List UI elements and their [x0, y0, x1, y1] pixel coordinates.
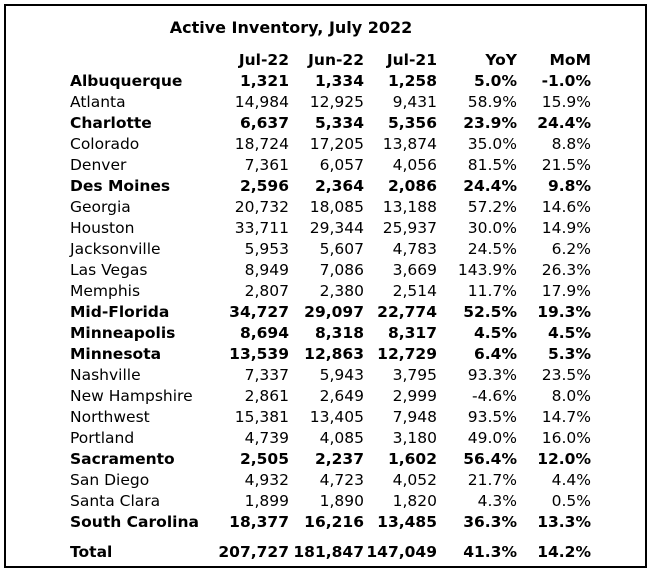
cell-jul21: 2,999 [392, 387, 437, 405]
cell-name: Sacramento [70, 450, 175, 468]
cell-yoy: 11.7% [467, 282, 517, 300]
header-jun22: Jun-22 [308, 51, 364, 69]
cell-jul21: 25,937 [382, 219, 437, 237]
cell-name: Nashville [70, 366, 141, 384]
cell-jul21: 3,180 [392, 429, 437, 447]
table-row [68, 218, 591, 239]
cell-yoy: 30.0% [467, 219, 517, 237]
total-jun22: 181,847 [293, 543, 364, 561]
cell-jul21: 2,514 [392, 282, 437, 300]
cell-mom: 14.6% [541, 198, 591, 216]
cell-yoy: 6.4% [474, 345, 517, 363]
cell-jul21: 13,485 [377, 513, 437, 531]
cell-yoy: 93.5% [467, 408, 517, 426]
cell-yoy: 93.3% [467, 366, 517, 384]
cell-name: Atlanta [70, 93, 126, 111]
cell-jul21: 1,258 [387, 72, 437, 90]
table-row [68, 428, 591, 449]
cell-jul22: 5,953 [244, 240, 289, 258]
table-frame [4, 4, 647, 568]
cell-jul22: 2,861 [244, 387, 289, 405]
cell-jul22: 7,337 [244, 366, 289, 384]
cell-name: Northwest [70, 408, 150, 426]
cell-name: Mid-Florida [70, 303, 170, 321]
table-row [68, 71, 591, 92]
spacer-row [68, 533, 591, 542]
cell-mom: 16.0% [541, 429, 591, 447]
cell-jul21: 12,729 [377, 345, 437, 363]
cell-yoy: 35.0% [467, 135, 517, 153]
table-row [68, 302, 591, 323]
cell-jul21: 1,602 [387, 450, 437, 468]
cell-jul21: 13,874 [382, 135, 437, 153]
table-row [68, 281, 591, 302]
table-row [68, 344, 591, 365]
cell-jul22: 15,381 [234, 408, 289, 426]
cell-jul22: 18,377 [229, 513, 289, 531]
cell-name: South Carolina [70, 513, 199, 531]
cell-yoy: 57.2% [467, 198, 517, 216]
cell-name: Jacksonville [70, 240, 161, 258]
cell-jun22: 29,344 [309, 219, 364, 237]
cell-name: Minnesota [70, 345, 162, 363]
table-row [68, 512, 591, 533]
cell-jul22: 4,932 [244, 471, 289, 489]
cell-mom: 24.4% [537, 114, 591, 132]
table-row [68, 134, 591, 155]
cell-jun22: 16,216 [304, 513, 364, 531]
cell-name: Minneapolis [70, 324, 176, 342]
cell-jul21: 1,820 [392, 492, 437, 510]
cell-mom: 12.0% [537, 450, 591, 468]
cell-jun22: 5,334 [314, 114, 364, 132]
cell-yoy: 56.4% [463, 450, 517, 468]
cell-jun22: 29,097 [304, 303, 364, 321]
total-jul21: 147,049 [366, 543, 437, 561]
cell-yoy: -4.6% [472, 387, 517, 405]
cell-mom: 19.3% [537, 303, 591, 321]
cell-jul22: 1,321 [239, 72, 289, 90]
cell-mom: 21.5% [541, 156, 591, 174]
table-row [68, 155, 591, 176]
cell-jun22: 17,205 [309, 135, 364, 153]
cell-mom: 14.9% [541, 219, 591, 237]
table-row [68, 260, 591, 281]
header-jul22: Jul-22 [238, 51, 289, 69]
cell-jul22: 18,724 [234, 135, 289, 153]
cell-name: San Diego [70, 471, 150, 489]
cell-jul21: 5,356 [387, 114, 437, 132]
cell-name: Memphis [70, 282, 141, 300]
header-name [68, 50, 218, 71]
cell-jul21: 13,188 [382, 198, 437, 216]
cell-name: Portland [70, 429, 135, 447]
cell-mom: 23.5% [541, 366, 591, 384]
cell-jul21: 8,317 [387, 324, 437, 342]
table-row [68, 113, 591, 134]
cell-name: Des Moines [70, 177, 171, 195]
cell-mom: 4.4% [551, 471, 591, 489]
cell-yoy: 21.7% [467, 471, 517, 489]
cell-yoy: 81.5% [467, 156, 517, 174]
cell-yoy: 58.9% [467, 93, 517, 111]
cell-jun22: 6,057 [319, 156, 364, 174]
total-jul22: 207,727 [218, 543, 289, 561]
cell-mom: 4.5% [548, 324, 591, 342]
cell-jul22: 6,637 [239, 114, 289, 132]
table-row [68, 407, 591, 428]
cell-yoy: 24.4% [463, 177, 517, 195]
cell-yoy: 24.5% [467, 240, 517, 258]
cell-jun22: 4,085 [319, 429, 364, 447]
cell-name: Houston [70, 219, 135, 237]
cell-mom: 26.3% [541, 261, 591, 279]
cell-jun22: 5,943 [319, 366, 364, 384]
cell-jul22: 2,807 [244, 282, 289, 300]
cell-jun22: 4,723 [319, 471, 364, 489]
cell-jul21: 4,052 [392, 471, 437, 489]
header-mom: MoM [549, 51, 591, 69]
cell-jul21: 3,669 [392, 261, 437, 279]
cell-mom: 9.8% [548, 177, 591, 195]
cell-name: Santa Clara [70, 492, 161, 510]
cell-jul21: 4,783 [392, 240, 437, 258]
total-yoy: 41.3% [463, 543, 517, 561]
table-row [68, 176, 591, 197]
header-row [68, 50, 591, 71]
cell-mom: 14.7% [541, 408, 591, 426]
cell-jul22: 8,694 [239, 324, 289, 342]
cell-jun22: 5,607 [319, 240, 364, 258]
inventory-table [68, 50, 591, 563]
cell-yoy: 52.5% [463, 303, 517, 321]
cell-jul22: 33,711 [234, 219, 289, 237]
cell-yoy: 49.0% [467, 429, 517, 447]
table-row [68, 449, 591, 470]
cell-name: Colorado [70, 135, 140, 153]
table-body [68, 71, 591, 533]
cell-jul21: 9,431 [392, 93, 437, 111]
cell-mom: -1.0% [541, 72, 591, 90]
cell-jul22: 20,732 [234, 198, 289, 216]
header-jul21: Jul-21 [386, 51, 437, 69]
cell-jul22: 7,361 [244, 156, 289, 174]
cell-mom: 8.8% [551, 135, 591, 153]
cell-jun22: 2,364 [314, 177, 364, 195]
cell-yoy: 23.9% [463, 114, 517, 132]
table-row [68, 386, 591, 407]
cell-jul22: 13,539 [229, 345, 289, 363]
cell-jul22: 1,899 [244, 492, 289, 510]
cell-yoy: 4.5% [474, 324, 517, 342]
cell-jul21: 22,774 [377, 303, 437, 321]
total-label: Total [70, 543, 113, 561]
cell-jul22: 34,727 [229, 303, 289, 321]
cell-jul22: 2,596 [239, 177, 289, 195]
table-row [68, 197, 591, 218]
cell-mom: 6.2% [551, 240, 591, 258]
cell-jul22: 8,949 [244, 261, 289, 279]
cell-jun22: 1,890 [319, 492, 364, 510]
total-row [68, 542, 591, 563]
cell-jun22: 2,380 [319, 282, 364, 300]
cell-mom: 13.3% [537, 513, 591, 531]
cell-jun22: 13,405 [309, 408, 364, 426]
cell-jun22: 2,649 [319, 387, 364, 405]
table-row [68, 470, 591, 491]
header-yoy: YoY [485, 51, 517, 69]
cell-jun22: 12,863 [304, 345, 364, 363]
total-mom: 14.2% [537, 543, 591, 561]
cell-name: Albuquerque [70, 72, 183, 90]
cell-name: Georgia [70, 198, 131, 216]
cell-yoy: 143.9% [457, 261, 517, 279]
cell-yoy: 5.0% [474, 72, 517, 90]
cell-name: Las Vegas [70, 261, 148, 279]
table-row [68, 491, 591, 512]
table-row [68, 365, 591, 386]
table-row [68, 92, 591, 113]
cell-jul21: 2,086 [387, 177, 437, 195]
cell-mom: 0.5% [551, 492, 591, 510]
cell-jul22: 4,739 [244, 429, 289, 447]
cell-mom: 5.3% [548, 345, 591, 363]
cell-mom: 17.9% [541, 282, 591, 300]
cell-mom: 15.9% [541, 93, 591, 111]
table-row [68, 323, 591, 344]
cell-yoy: 4.3% [477, 492, 517, 510]
cell-name: New Hampshire [70, 387, 193, 405]
cell-name: Denver [70, 156, 127, 174]
table-title: Active Inventory, July 2022 [169, 18, 413, 37]
cell-jul22: 14,984 [234, 93, 289, 111]
cell-jun22: 1,334 [314, 72, 364, 90]
table-row [68, 239, 591, 260]
cell-yoy: 36.3% [463, 513, 517, 531]
cell-jul21: 3,795 [392, 366, 437, 384]
cell-jun22: 7,086 [319, 261, 364, 279]
cell-jun22: 8,318 [314, 324, 364, 342]
cell-jul21: 4,056 [392, 156, 437, 174]
cell-jun22: 2,237 [314, 450, 364, 468]
cell-mom: 8.0% [551, 387, 591, 405]
cell-jul22: 2,505 [239, 450, 289, 468]
cell-jun22: 12,925 [309, 93, 364, 111]
cell-jul21: 7,948 [392, 408, 437, 426]
cell-jun22: 18,085 [309, 198, 364, 216]
cell-name: Charlotte [70, 114, 152, 132]
